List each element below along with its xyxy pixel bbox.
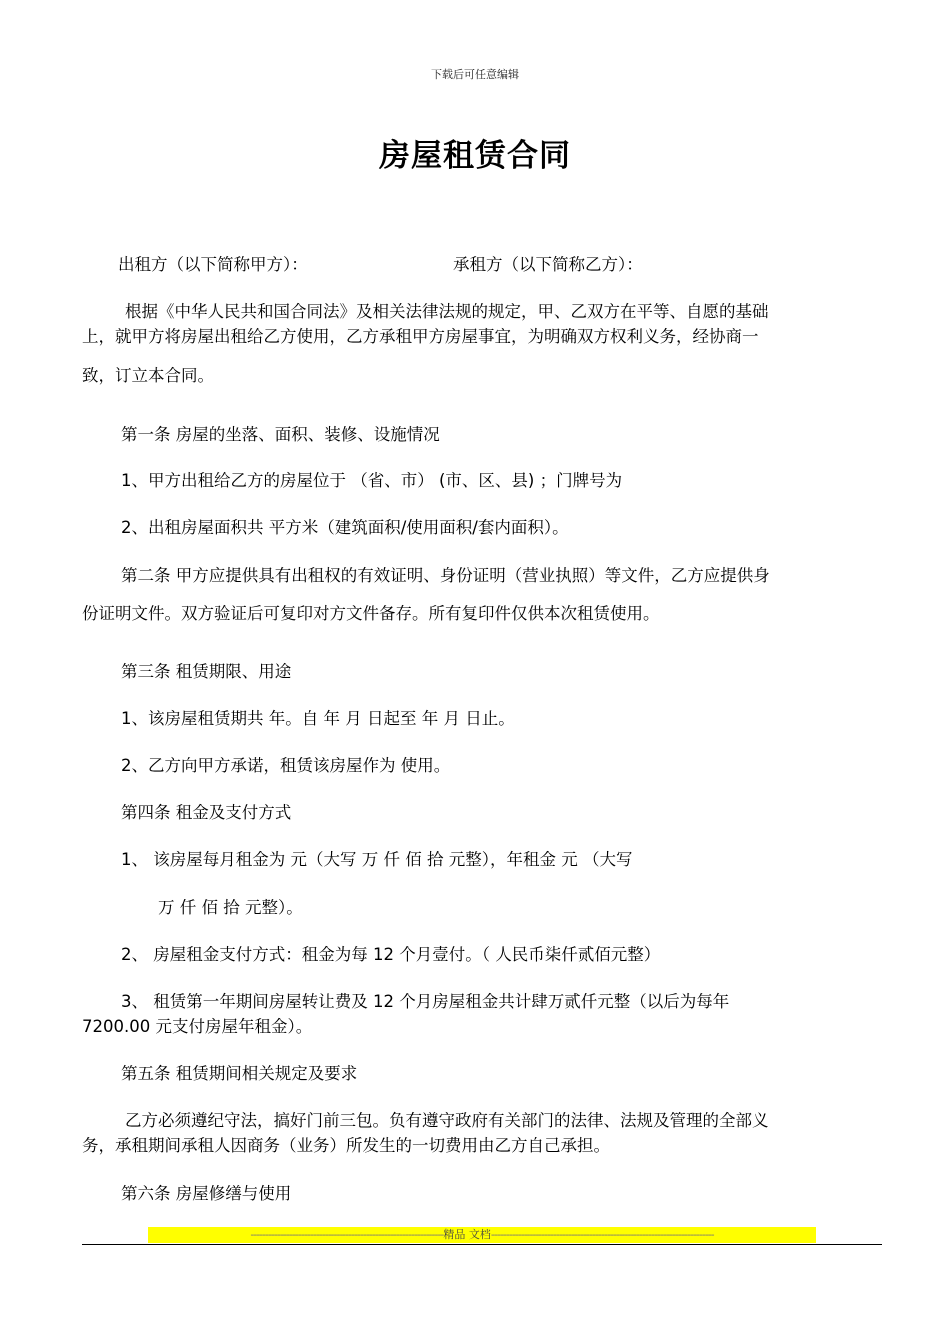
article-2-line-2: 份证明文件。双方验证后可复印对方文件备存。所有复印件仅供本次租赁使用。	[82, 604, 660, 623]
footer-text: 精品 文档	[443, 1228, 491, 1241]
preamble-line-2: 上，就甲方将房屋出租给乙方使用，乙方承租甲方房屋事宜，为明确双方权利义务，经协商一	[82, 327, 759, 346]
article-6-heading: 第六条 房屋修缮与使用	[121, 1184, 292, 1203]
article-4-item-3-line-1: 3、 租赁第一年期间房屋转让费及 12 个月房屋租金共计肆万贰仟元整（以后为每年	[121, 992, 730, 1011]
article-1-item-2: 2、出租房屋面积共 平方米（建筑面积/使用面积/套内面积）。	[121, 518, 569, 537]
footer-banner	[148, 1227, 816, 1243]
lessor-label: 出租方（以下简称甲方）：	[118, 255, 308, 274]
article-4-item-2: 2、 房屋租金支付方式：租金为每 12 个月壹付。（ 人民币柒仟贰佰元整）	[121, 945, 661, 964]
article-5-line-1: 乙方必须遵纪守法，搞好门前三包。负有遵守政府有关部门的法律、法规及管理的全部义	[125, 1111, 769, 1130]
page-title: 房屋租赁合同	[379, 138, 571, 174]
footer-rule	[82, 1244, 882, 1245]
article-1-item-1: 1、甲方出租给乙方的房屋位于 （省、市） (市、区、县) ；门牌号为	[121, 471, 623, 490]
article-1-heading: 第一条 房屋的坐落、面积、装修、设施情况	[121, 425, 440, 444]
lessee-label: 承租方（以下简称乙方）：	[453, 255, 643, 274]
header-note: 下载后可任意编辑	[431, 68, 519, 81]
article-3-heading: 第三条 租赁期限、用途	[121, 662, 292, 681]
article-3-item-1: 1、该房屋租赁期共 年。自 年 月 日起至 年 月 日止。	[121, 709, 515, 728]
article-2-line-1: 第二条 甲方应提供具有出租权的有效证明、身份证明（营业执照）等文件，乙方应提供身	[121, 566, 770, 585]
article-5-heading: 第五条 租赁期间相关规定及要求	[121, 1064, 358, 1083]
article-5-line-2: 务，承租期间承租人因商务（业务）所发生的一切费用由乙方自己承担。	[82, 1136, 610, 1155]
preamble-line-1: 根据《中华人民共和国合同法》及相关法律法规的规定，甲、乙双方在平等、自愿的基础	[125, 302, 769, 321]
article-4-item-3-line-2: 7200.00 元支付房屋年租金）。	[82, 1017, 313, 1036]
article-4-heading: 第四条 租金及支付方式	[121, 803, 292, 822]
footer-dashes-left: -----------------------------------------------------------------	[250, 1228, 444, 1241]
article-4-item-1: 1、 该房屋每月租金为 元（大写 万 仟 佰 拾 元整），年租金 元 （大写	[121, 850, 633, 869]
footer-dashes-right: ---------------------------------------------------------------------------	[490, 1228, 714, 1241]
preamble-line-3: 致，订立本合同。	[82, 366, 214, 385]
article-3-item-2: 2、乙方向甲方承诺，租赁该房屋作为 使用。	[121, 756, 451, 775]
article-4-item-1-cont: 万 仟 佰 拾 元整）。	[158, 898, 303, 917]
